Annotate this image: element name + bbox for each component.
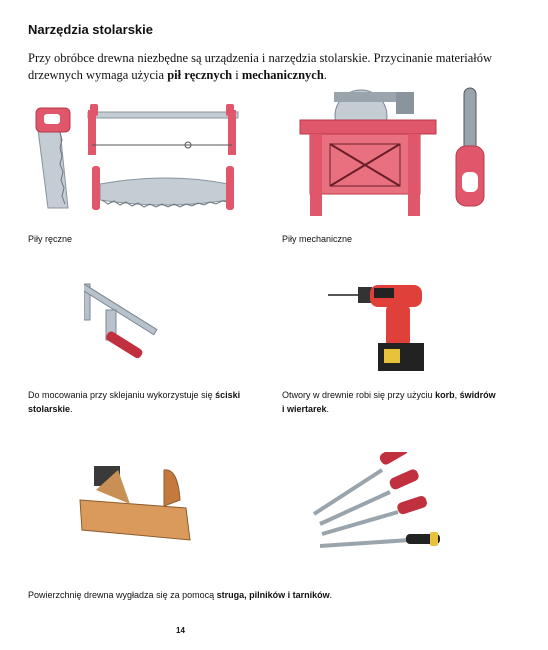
files-illustration: [312, 452, 447, 552]
power-saws-illustration: [296, 86, 501, 221]
page-number: 14: [176, 626, 185, 635]
caption-drill: Otwory w drewnie robi się przy użyciu korb, świdrów i wiertarek.: [282, 390, 496, 414]
caption-hand-saws: Piły ręczne: [28, 234, 73, 244]
caption-clamps: Do mocowania przy sklejaniu wykorzystuje się ściski stolarskie.: [28, 390, 241, 414]
hand-saws-illustration: [28, 100, 243, 220]
page-title: Narzędzia stolarskie: [28, 22, 154, 37]
clamp-illustration: [84, 280, 174, 360]
drill-illustration: [328, 283, 438, 378]
caption-power-saws: Piły mechaniczne: [282, 234, 353, 244]
plane-illustration: [74, 460, 194, 550]
caption-plane: Powierzchnię drewna wygładza się za pomocą struga, pilników i tarników.: [28, 590, 333, 600]
intro-paragraph: Przy obróbce drewna niezbędne są urządzenia i narzędzia stolarskie. Przycinanie materiałów drzewnych wymaga użycia pił ręcznych i mechanicznych.: [28, 51, 493, 82]
